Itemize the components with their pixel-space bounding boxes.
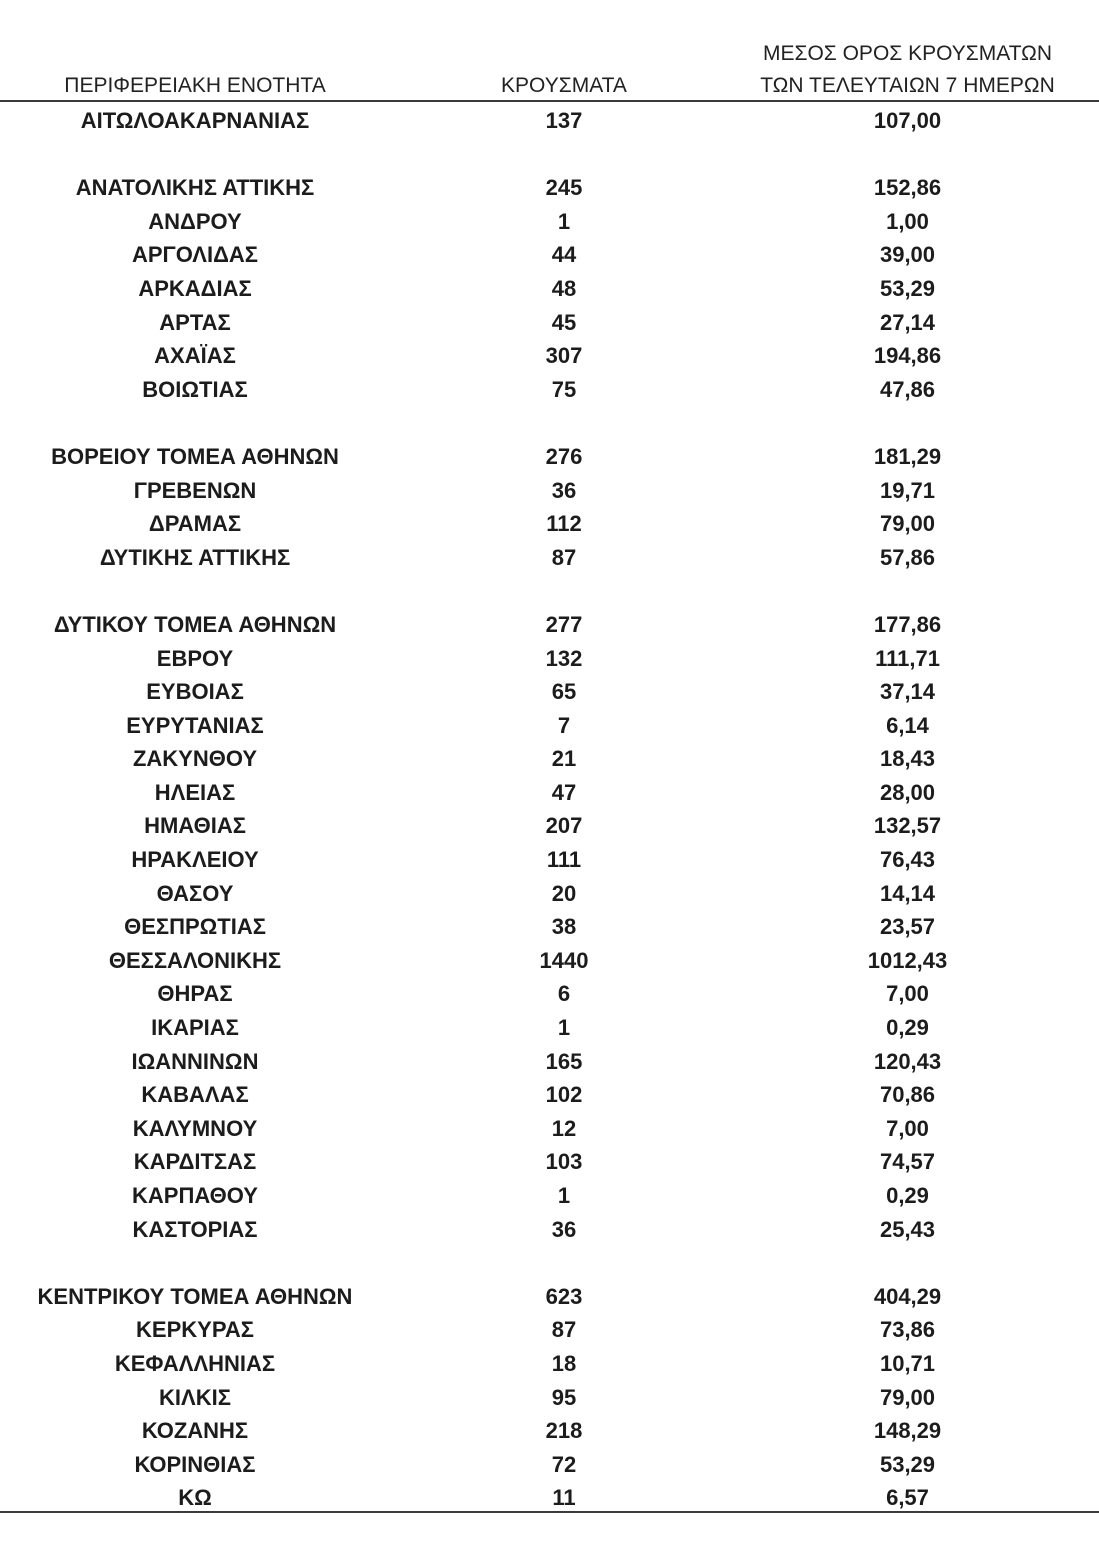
region-cell: ΙΩΑΝΝΙΝΩΝ [131,1048,259,1074]
table-row [0,1145,1099,1179]
cases-cell: 132 [545,645,583,671]
table-row [0,272,1099,306]
table-row [0,944,1099,978]
region-cell: ΚΩ [178,1485,212,1511]
region-cell: ΕΒΡΟΥ [156,645,234,671]
table-bottom-divider [0,1511,1099,1513]
table-row [0,1112,1099,1146]
region-cell: ΚΕΡΚΥΡΑΣ [136,1317,254,1343]
cases-cell: 1 [557,1015,571,1041]
region-cell: ΚΑΣΤΟΡΙΑΣ [132,1216,258,1242]
cases-cell: 18 [551,1350,577,1376]
region-cell: ΘΕΣΣΑΛΟΝΙΚΗΣ [108,947,282,973]
table-row [0,238,1099,272]
table-row [0,507,1099,541]
table-row [0,373,1099,407]
cases-cell: 72 [551,1451,577,1477]
table-row [0,877,1099,911]
average-cell: 7,00 [886,981,929,1007]
header-avg-line2: ΤΩΝ ΤΕΛΕΥΤΑΙΩΝ 7 ΗΜΕΡΩΝ [760,74,1055,97]
table-row [0,1213,1099,1247]
cases-cell: 75 [551,376,577,402]
average-cell: 70,86 [879,1082,936,1108]
cases-cell: 38 [551,914,577,940]
cases-cell: 44 [551,242,577,268]
region-cell: ΔΥΤΙΚΟΥ ΤΟΜΕΑ ΑΘΗΝΩΝ [53,611,337,637]
cases-cell: 102 [545,1082,583,1108]
region-cell: ΕΥΡΥΤΑΝΙΑΣ [126,712,264,738]
region-cell: ΘΗΡΑΣ [157,981,233,1007]
average-cell: 120,43 [873,1048,942,1074]
average-cell: 0,29 [886,1015,929,1041]
table-row [0,809,1099,843]
cases-cell: 245 [545,175,583,201]
average-cell: 76,43 [879,847,936,873]
average-cell: 14,14 [879,880,936,906]
region-cell: ΑΧΑΪΑΣ [154,343,236,369]
average-cell: 7,00 [886,1115,929,1141]
table-row [0,104,1099,138]
average-cell: 194,86 [873,343,942,369]
average-cell: 37,14 [879,679,936,705]
cases-cell: 65 [551,679,577,705]
cases-cell: 165 [545,1048,583,1074]
table-row [0,1011,1099,1045]
average-cell: 6,57 [886,1485,929,1511]
table-row [0,474,1099,508]
table-row [0,541,1099,575]
region-cell: ΗΡΑΚΛΕΙΟΥ [131,847,259,873]
table-row [0,675,1099,709]
table-row [0,1313,1099,1347]
cases-cell: 112 [546,511,582,537]
region-cell: ΚΙΛΚΙΣ [159,1384,231,1410]
table-row [0,1414,1099,1448]
average-cell: 181,29 [873,443,942,469]
region-cell: ΗΛΕΙΑΣ [154,779,236,805]
region-cell: ΑΡΤΑΣ [159,309,231,335]
region-cell: ΚΑΡΠΑΘΟΥ [132,1183,258,1208]
region-cell: ΑΙΤΩΛΟΑΚΑΡΝΑΝΙΑΣ [80,108,310,133]
cases-cell: 6 [557,981,571,1007]
table-row [0,440,1099,474]
region-cell: ΓΡΕΒΕΝΩΝ [133,477,257,503]
table-row [0,1347,1099,1381]
average-cell: 152,86 [873,175,942,201]
cases-cell: 87 [551,1317,577,1343]
average-cell: 107,00 [873,108,942,133]
region-cell: ΑΝΔΡΟΥ [148,208,242,234]
cases-cell: 48 [551,275,577,301]
table-row [0,339,1099,373]
cases-cell: 218 [545,1418,583,1444]
cases-cell: 47 [551,779,577,805]
region-cell: ΚΑΛΥΜΝΟΥ [132,1115,258,1141]
header-cases: ΚΡΟΥΣΜΑΤΑ [501,74,627,97]
table-row [0,1179,1099,1213]
region-cell: ΒΟΙΩΤΙΑΣ [142,376,248,402]
average-cell: 28,00 [879,779,936,805]
header-divider [0,100,1099,102]
average-cell: 132,57 [873,813,942,839]
region-cell: ΔΥΤΙΚΗΣ ΑΤΤΙΚΗΣ [99,544,291,570]
average-cell: 10,71 [879,1350,936,1376]
region-cell: ΙΚΑΡΙΑΣ [151,1015,239,1041]
header-seven-day-average [730,38,1085,102]
average-cell: 0,29 [886,1183,929,1208]
region-cell: ΚΕΝΤΡΙΚΟΥ ΤΟΜΕΑ ΑΘΗΝΩΝ [37,1283,353,1309]
average-cell: 1012,43 [867,947,948,973]
region-cell: ΚΑΒΑΛΑΣ [141,1082,249,1108]
table-row [0,1078,1099,1112]
region-cell: ΖΑΚΥΝΘΟΥ [132,746,258,772]
average-cell: 25,43 [879,1216,936,1242]
cases-cell: 1 [557,1183,571,1208]
cases-cell: 45 [551,309,577,335]
region-cell: ΚΑΡΔΙΤΣΑΣ [133,1149,257,1175]
table-row [0,776,1099,810]
cases-cell: 20 [551,880,577,906]
cases-cell: 137 [545,108,583,133]
average-cell: 148,29 [873,1418,942,1444]
average-cell: 79,00 [879,1384,936,1410]
cases-cell: 12 [551,1115,577,1141]
region-cell: ΔΡΑΜΑΣ [148,511,242,537]
table-row [0,910,1099,944]
average-cell: 6,14 [886,712,929,738]
cases-cell: 36 [551,1216,577,1242]
header-region: ΠΕΡΙΦΕΡΕΙΑΚΗ ΕΝΟΤΗΤΑ [64,74,326,97]
average-cell: 47,86 [879,376,936,402]
region-cell: ΑΡΓΟΛΙΔΑΣ [132,242,258,268]
table-row [0,1448,1099,1482]
cases-cell: 277 [545,611,583,637]
cases-cell: 1 [557,208,571,234]
cases-cell: 95 [551,1384,577,1410]
region-cell: ΕΥΒΟΙΑΣ [146,679,244,705]
cases-cell: 21 [551,746,577,772]
average-cell: 27,14 [879,309,936,335]
average-cell: 53,29 [879,1451,936,1477]
region-cell: ΚΟΖΑΝΗΣ [141,1418,249,1444]
average-cell: 111,71 [875,645,940,671]
average-cell: 73,86 [879,1317,936,1343]
region-cell: ΒΟΡΕΙΟΥ ΤΟΜΕΑ ΑΘΗΝΩΝ [51,443,339,469]
cases-cell: 36 [551,477,577,503]
table-row [0,1280,1099,1314]
table-row [0,642,1099,676]
cases-cell: 276 [545,443,583,469]
average-cell: 39,00 [879,242,936,268]
average-cell: 79,00 [879,511,936,537]
cases-cell: 207 [545,813,583,839]
region-cell: ΗΜΑΘΙΑΣ [144,813,246,839]
average-cell: 1,00 [886,208,929,234]
cases-cell: 623 [545,1283,583,1309]
average-cell: 18,43 [879,746,936,772]
cases-cell: 103 [545,1149,583,1175]
average-cell: 19,71 [879,477,936,503]
table-row [0,171,1099,205]
average-cell: 404,29 [873,1283,942,1309]
average-cell: 23,57 [879,914,936,940]
table-row [0,977,1099,1011]
table-row [0,1381,1099,1415]
cases-cell: 111 [546,847,582,873]
table-row [0,709,1099,743]
average-cell: 53,29 [879,275,936,301]
cases-cell: 87 [551,544,577,570]
table-row [0,205,1099,239]
region-cell: ΚΕΦΑΛΛΗΝΙΑΣ [114,1350,276,1376]
region-cell: ΑΡΚΑΔΙΑΣ [138,275,252,301]
average-cell: 74,57 [879,1149,936,1175]
cases-cell: 1440 [539,947,589,973]
header-avg-line1: ΜΕΣΟΣ ΟΡΟΣ ΚΡΟΥΣΜΑΤΩΝ [762,42,1053,65]
table-row [0,608,1099,642]
average-cell: 57,86 [879,544,936,570]
table-row [0,1045,1099,1079]
cases-cell: 7 [557,712,571,738]
region-cell: ΑΝΑΤΟΛΙΚΗΣ ΑΤΤΙΚΗΣ [75,175,315,201]
table-row [0,843,1099,877]
average-cell: 177,86 [873,611,942,637]
region-cell: ΘΕΣΠΡΩΤΙΑΣ [124,914,266,940]
table-body [0,104,1099,1515]
region-cell: ΚΟΡΙΝΘΙΑΣ [134,1451,256,1477]
cases-cell: 11 [552,1485,576,1511]
region-cell: ΘΑΣΟΥ [156,880,234,906]
cases-cell: 307 [545,343,583,369]
table-row [0,306,1099,340]
table-row [0,1481,1099,1515]
table-row [0,742,1099,776]
